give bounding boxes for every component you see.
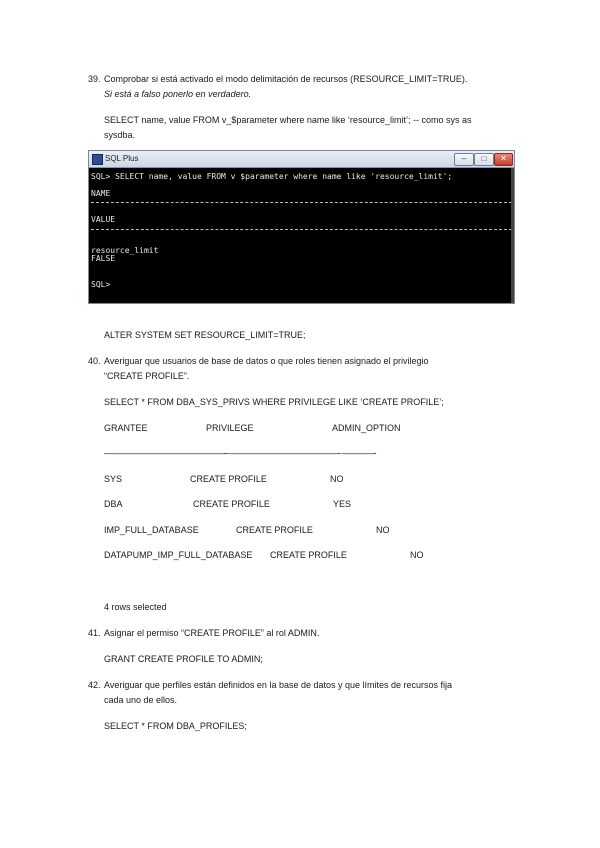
console-command: SQL> SELECT name, value FROM v $parameter where name like 'resource_limit'; [91,172,453,181]
item-text: Averiguar que usuarios de base de datos o que roles tienen asignado el privilegio [104,356,429,366]
table-cell-grantee: IMP_FULL_DATABASE [104,525,199,535]
table-cell-grantee: DBA [104,499,123,509]
table-separator: ———————————————-——————————————- ————- [104,448,376,458]
query-text-continued: sysdba. [104,130,136,140]
table-header-privilege: PRIVILEGE [206,423,254,433]
console-prompt: SQL> [91,280,111,289]
console-row-value: FALSE [91,254,116,263]
item-text: Averiguar que perfiles están definidos en la base de datos y que límites de recursos fija [104,680,453,690]
item-number: 40. [88,356,101,366]
item-text: Asignar el permiso “CREATE PROFILE” al rol ADMIN. [104,628,320,638]
item-text-continued: cada uno de ellos. [104,695,178,705]
table-cell-privilege: CREATE PROFILE [236,525,313,535]
console-separator [91,202,512,203]
query-text: SELECT * FROM DBA_SYS_PRIVS WHERE PRIVILEGE LIKE ‘CREATE PROFILE’; [104,397,444,407]
table-header-grantee: GRANTEE [104,423,148,433]
query-text: GRANT CREATE PROFILE TO ADMIN; [104,654,263,664]
query-text: SELECT * FROM DBA_PROFILES; [104,721,247,731]
table-header-admin-option: ADMIN_OPTION [332,423,401,433]
console-row-name: resource_limit [91,246,159,255]
window-title: SQL Plus [105,154,139,163]
minimize-button[interactable]: – [454,153,474,166]
item-text-continued: “CREATE PROFILE”. [104,371,190,381]
console-scrollbar[interactable] [511,168,514,303]
query-text: SELECT name, value FROM v_$parameter where name like ‘resource_limit’; -- como sys as [104,115,472,125]
sqlplus-window [88,150,515,304]
table-cell-privilege: CREATE PROFILE [190,474,267,484]
item-number: 41. [88,628,101,638]
console-separator [91,229,512,230]
close-button[interactable]: ✕ [494,153,513,166]
table-cell-privilege: CREATE PROFILE [193,499,270,509]
table-cell-admin-option: YES [333,499,352,509]
console-output [89,168,514,303]
table-cell-privilege: CREATE PROFILE [270,550,347,560]
table-cell-grantee: SYS [104,474,123,484]
alter-statement: ALTER SYSTEM SET RESOURCE_LIMIT=TRUE; [104,330,306,340]
table-cell-admin-option: NO [330,474,344,484]
table-cell-admin-option: NO [376,525,390,535]
rows-selected: 4 rows selected [104,602,167,612]
item-number: 42. [88,680,101,690]
console-column-header: VALUE [91,215,116,224]
table-cell-admin-option: NO [410,550,424,560]
table-cell-grantee: DATAPUMP_IMP_FULL_DATABASE [104,550,253,560]
window-titlebar [89,151,514,168]
item-note: Si está a falso ponerlo en verdadero. [104,89,252,99]
maximize-button[interactable]: □ [474,153,494,166]
item-text: Comprobar si está activado el modo delimitación de recursos (RESOURCE_LIMIT=TRUE). [104,74,468,84]
sqlplus-app-icon [92,154,103,165]
console-column-header: NAME [91,189,111,198]
item-number: 39. [88,74,101,84]
